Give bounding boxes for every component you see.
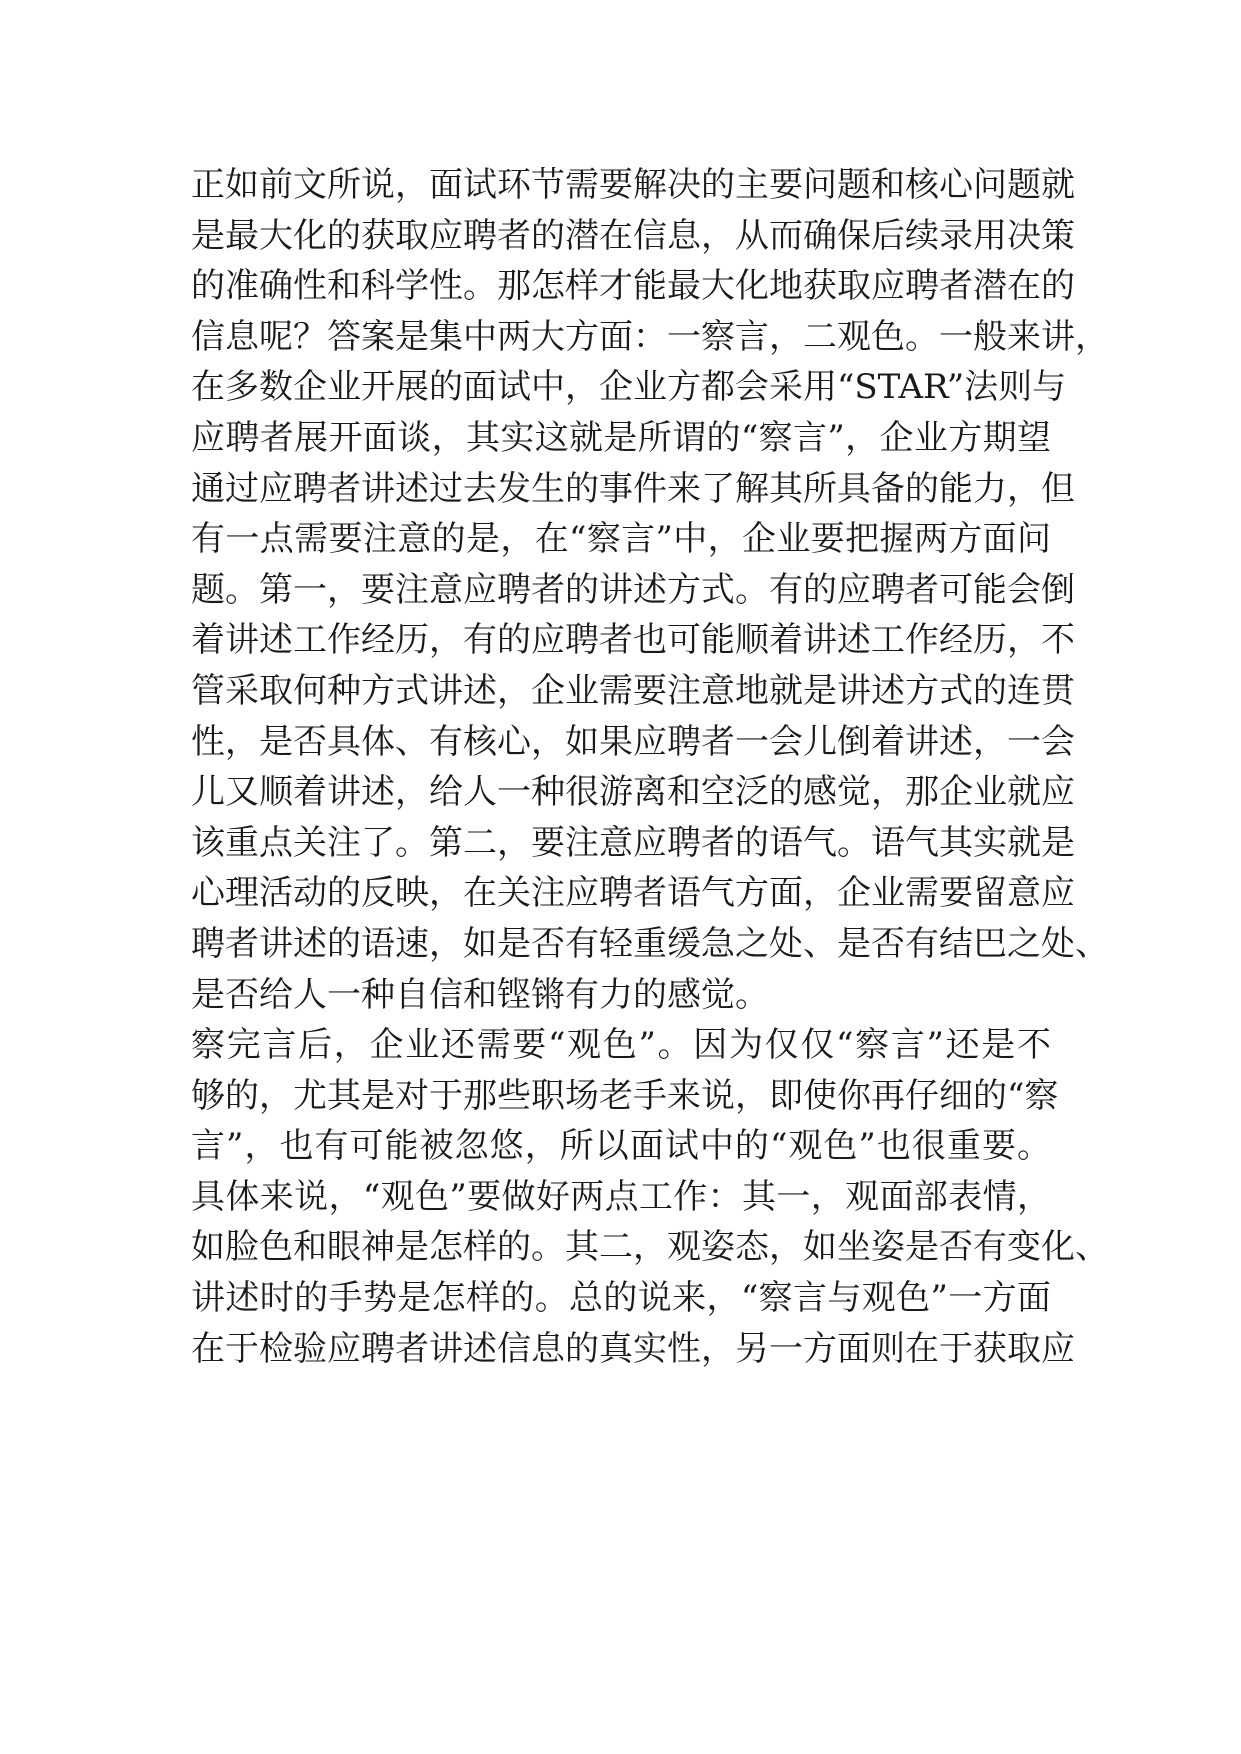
text-line: 应聘者展开面谈，其实这就是所谓的“察言”，企业方期望: [191, 417, 1051, 458]
text-line: 该重点关注了。第二，要注意应聘者的语气。语气其实就是: [191, 822, 1075, 863]
paragraph-end-line: 是否给人一种自信和铿锵有力的感觉。: [191, 974, 769, 1015]
text-line: 心理活动的反映，在关注应聘者语气方面，企业需要留意应: [191, 873, 1075, 914]
text-line: 信息呢？答案是集中两大方面：一察言，二观色。一般来讲，: [191, 316, 1109, 357]
text-line: 具体来说，“观色”要做好两点工作：其一，观面部表情，: [191, 1176, 1051, 1217]
text-line: 的准确性和科学性。那怎样才能最大化地获取应聘者潜在的: [191, 266, 1075, 307]
text-line: 性，是否具体、有核心，如果应聘者一会儿倒着讲述，一会: [191, 721, 1075, 762]
text-line: 言”，也有可能被忽悠，所以面试中的“观色”也很重要。: [191, 1126, 1051, 1167]
text-line: 在多数企业开展的面试中，企业方都会采用“STAR”法则与: [191, 367, 1067, 408]
text-line: 有一点需要注意的是，在“察言”中，企业要把握两方面问: [191, 519, 1051, 560]
text-line: 讲述时的手势是怎样的。总的说来，“察言与观色”一方面: [191, 1278, 1051, 1319]
text-line: 聘者讲述的语速，如是否有轻重缓急之处、是否有结巴之处、: [191, 923, 1109, 964]
text-line: 是最大化的获取应聘者的潜在信息，从而确保后续录用决策: [191, 215, 1075, 256]
text-line: 通过应聘者讲述过去发生的事件来了解其所具备的能力，但: [191, 468, 1075, 509]
text-line: 题。第一，要注意应聘者的讲述方式。有的应聘者可能会倒: [191, 569, 1075, 610]
text-line: 在于检验应聘者讲述信息的真实性，另一方面则在于获取应: [191, 1328, 1075, 1369]
text-line: 管采取何种方式讲述，企业需要注意地就是讲述方式的连贯: [191, 670, 1075, 711]
text-line: 如脸色和眼神是怎样的。其二，观姿态，如坐姿是否有变化、: [191, 1227, 1109, 1268]
text-line: 儿又顺着讲述，给人一种很游离和空泛的感觉，那企业就应: [191, 772, 1075, 813]
text-line: 够的，尤其是对于那些职场老手来说，即使你再仔细的“察: [191, 1075, 1059, 1116]
body-text: [191, 160, 1109, 1374]
text-line: 察完言后，企业还需要“观色”。因为仅仅“察言”还是不: [191, 1025, 1051, 1066]
text-line: 着讲述工作经历，有的应聘者也可能顺着讲述工作经历，不: [191, 620, 1075, 661]
text-line: 正如前文所说，面试环节需要解决的主要问题和核心问题就: [191, 165, 1075, 205]
